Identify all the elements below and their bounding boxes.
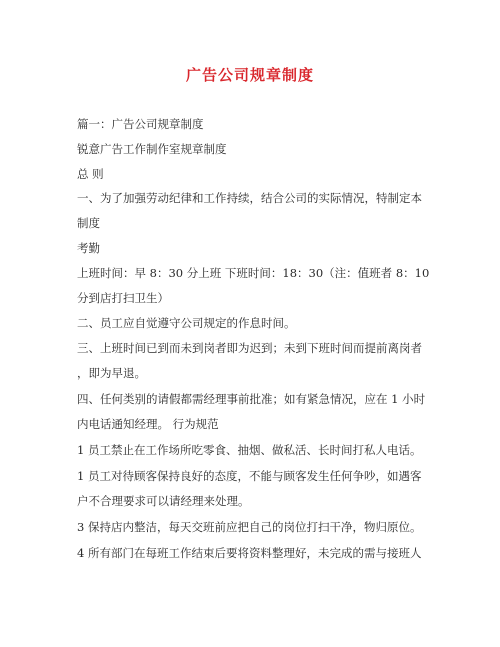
line-attendance-heading: 考勤 [77,241,100,255]
line-work-hours-cont: 分到店打扫卫生） [77,291,169,305]
line-rule-1: 1 员工禁止在工作场所吃零食、抽烟、做私活、长时间打私人电话。 [77,443,422,457]
line-article-4: 四、任何类别的请假都需经理事前批准；如有紧急情况，应在 1 小时 [77,392,426,406]
line-article-1-cont: 制度 [77,216,100,230]
line-work-hours: 上班时间：早 8：30 分上班 下班时间：18：30（注：值班者 8：10 [77,266,430,280]
document-title: 广告公司规章制度 [185,66,314,84]
line-article-3: 三、上班时间已到而未到岗者即为迟到；未到下班时间而提前离岗者 [77,341,422,355]
line-article-3-cont: ，即为早退。 [77,366,146,380]
line-rule-2-cont: 户不合理要求可以请经理来处理。 [77,494,250,508]
line-studio-name: 锐意广告工作制作室规章制度 [77,142,227,156]
line-rule-2: 1 员工对待顾客保持良好的态度，不能与顾客发生任何争吵，如遇客 [77,469,422,483]
line-chapter-heading: 篇一：广告公司规章制度 [77,117,204,131]
line-rule-3: 3 保持店内整洁，每天交班前应把自己的岗位打扫干净，物归原位。 [77,520,422,534]
line-article-1: 一、为了加强劳动纪律和工作持续，结合公司的实际情况，特制定本 [77,191,422,205]
line-article-4-cont: 内电话通知经理。 行为规范 [77,417,219,431]
line-general-heading: 总 则 [77,167,104,181]
line-rule-4: 4 所有部门在每班工作结束后要将资料整理好，未完成的需与接班人 [77,546,422,560]
line-article-2: 二、员工应自觉遵守公司规定的作息时间。 [77,316,296,330]
